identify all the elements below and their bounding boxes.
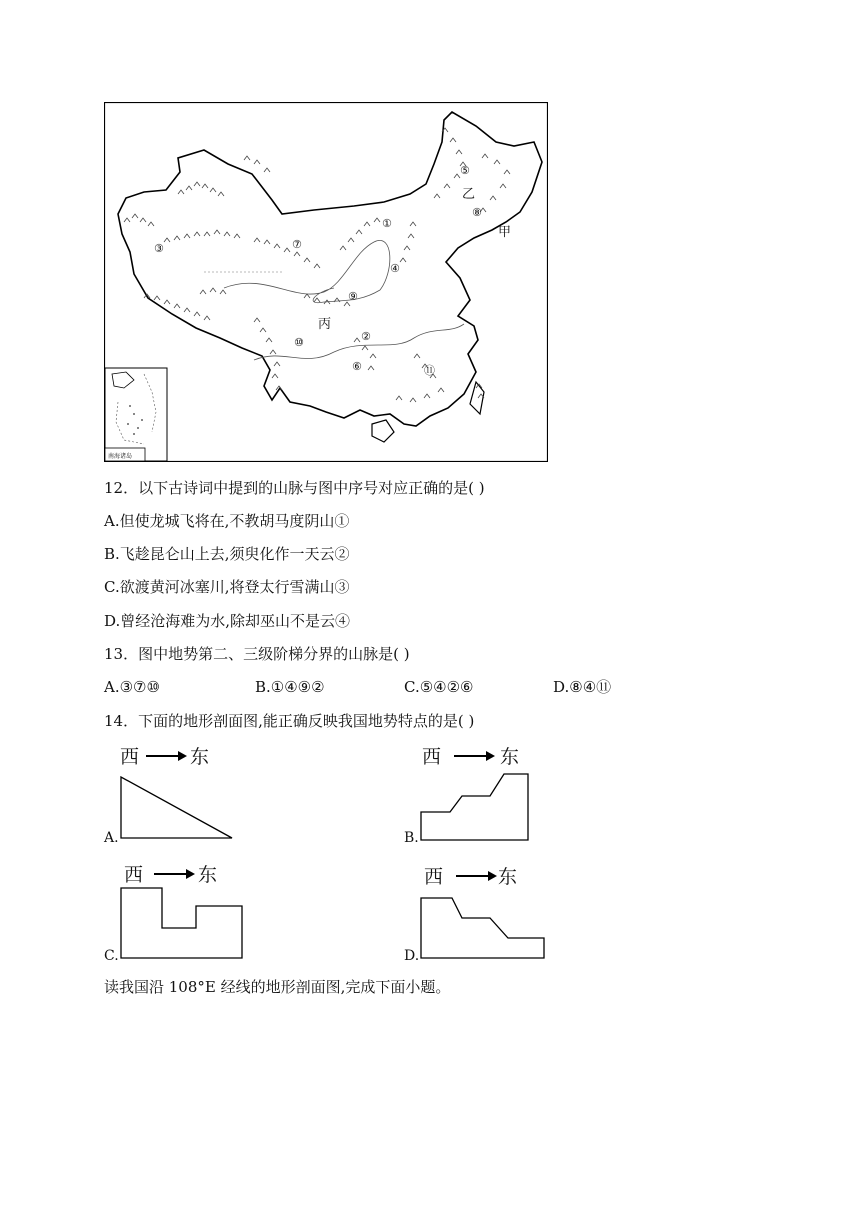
svg-text:南海诸岛: 南海诸岛 — [108, 453, 133, 460]
profile-d — [404, 858, 554, 966]
label-5: ⑤ — [460, 164, 470, 177]
q12-stem: 12．以下古诗词中提到的山脉与图中序号对应正确的是( ) — [104, 479, 485, 497]
label-bing: 丙 — [318, 317, 332, 332]
profile-b-east: 东 — [500, 746, 520, 768]
profile-a-east: 东 — [190, 746, 210, 768]
profile-c — [104, 858, 244, 966]
intro-text: 读我国沿 108°E 经线的地形剖面图,完成下面小题。 — [104, 978, 451, 996]
profile-d-west: 西 — [424, 866, 444, 888]
label-yi: 乙 — [462, 187, 476, 202]
label-8: ⑧ — [472, 206, 482, 219]
profile-b — [404, 740, 544, 848]
south-china-sea-inset — [105, 368, 167, 461]
q13-option-d: D.⑧④⑪ — [553, 678, 612, 696]
label-6: ⑥ — [352, 360, 362, 373]
label-jia: 甲 — [498, 225, 512, 240]
q13-option-c: C.⑤④②⑥ — [404, 678, 474, 696]
q12-option-b: B.飞趁昆仑山上去,须臾化作一天云② — [104, 545, 350, 563]
profile-d-label: D. — [404, 948, 420, 964]
q12-option-a: A.但使龙城飞将在,不教胡马度阴山① — [104, 512, 350, 530]
q14-stem: 14．下面的地形剖面图,能正确反映我国地势特点的是( ) — [104, 712, 475, 730]
china-terrain-map — [104, 102, 548, 462]
q13-option-b: B.①④⑨② — [255, 678, 325, 696]
label-10: ⑩ — [294, 336, 304, 349]
q12-option-c: C.欲渡黄河冰塞川,将登太行雪满山③ — [104, 578, 350, 596]
label-11: ⑪ — [424, 364, 435, 377]
q13-option-a: A.③⑦⑩ — [104, 678, 160, 696]
profile-a-west: 西 — [120, 746, 140, 768]
profile-d-east: 东 — [498, 866, 518, 888]
label-1: ① — [382, 217, 392, 230]
profile-b-west: 西 — [422, 746, 442, 768]
profile-a — [104, 740, 244, 848]
label-7: ⑦ — [292, 238, 302, 251]
q13-stem: 13．图中地势第二、三级阶梯分界的山脉是( ) — [104, 645, 410, 663]
label-4: ④ — [390, 262, 400, 275]
profile-c-label: C. — [104, 948, 119, 964]
profile-a-label: A. — [104, 830, 119, 846]
label-3: ③ — [154, 242, 164, 255]
profile-c-west: 西 — [124, 864, 144, 886]
q12-option-d: D.曾经沧海难为水,除却巫山不是云④ — [104, 612, 351, 630]
profile-c-east: 东 — [198, 864, 218, 886]
label-2: ② — [361, 330, 371, 343]
label-9: ⑨ — [348, 290, 358, 303]
profile-b-label: B. — [404, 830, 419, 846]
